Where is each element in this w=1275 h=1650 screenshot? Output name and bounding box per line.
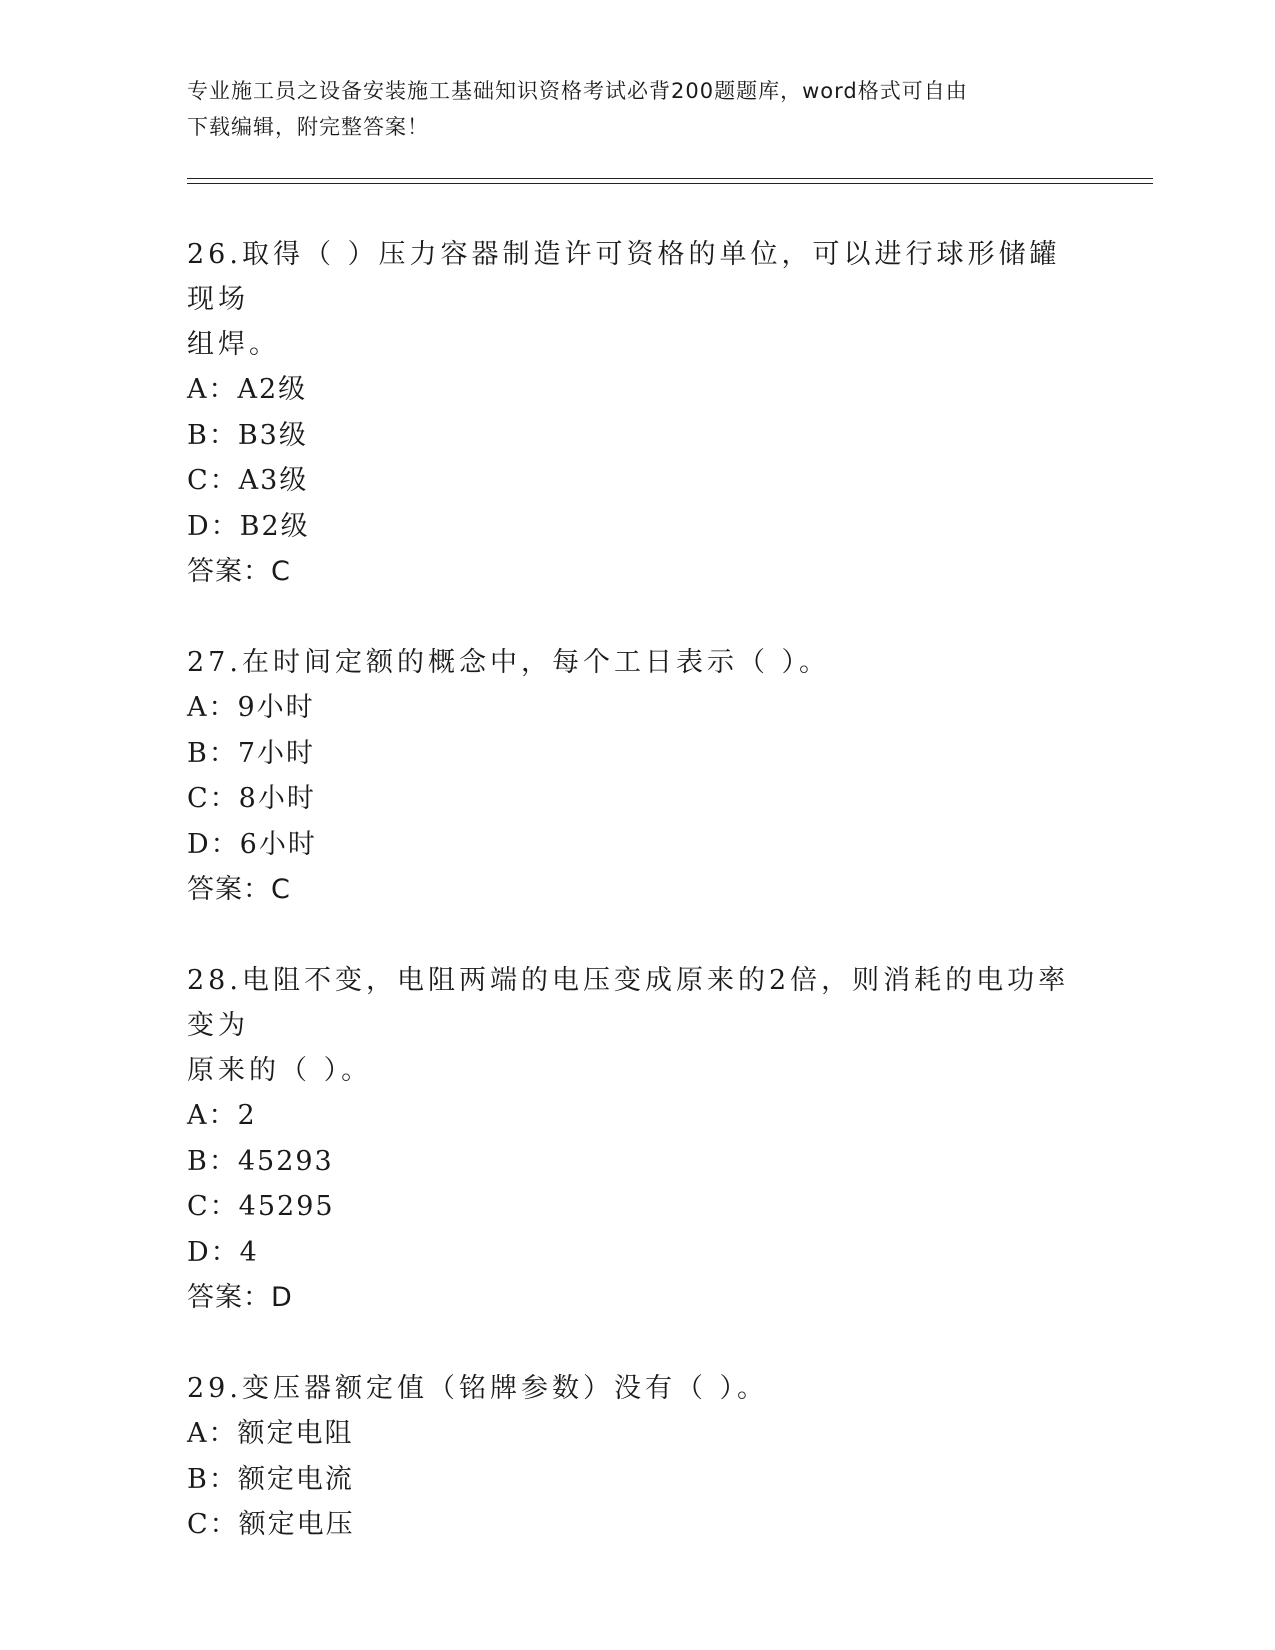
header-divider-bottom [187, 183, 1153, 184]
question-list [187, 232, 1087, 1593]
answer-line: 答案：D [187, 1282, 293, 1313]
question-stem-line: 组焊。 [187, 329, 280, 360]
option-c: C：8小时 [187, 783, 316, 814]
option-d: D：6小时 [187, 828, 317, 860]
option-b: B：额定电流 [187, 1463, 354, 1495]
header-line-2: 下载编辑，附完整答案！ [187, 115, 429, 139]
question-stem [187, 1366, 1087, 1411]
option-c: C：A3级 [187, 465, 309, 496]
option-d: D：4 [187, 1236, 259, 1268]
option-d: D：B2级 [187, 510, 310, 542]
question-stem [187, 640, 1087, 685]
answer-line: 答案：C [187, 556, 291, 587]
question-stem-line: 27.在时间定额的概念中，每个工日表示（ ）。 [187, 647, 831, 678]
question-stem [187, 958, 1087, 1093]
option-b: B：B3级 [187, 419, 308, 451]
document-header [187, 73, 1087, 145]
answer-line: 答案：C [187, 874, 291, 905]
header-line-1: 专业施工员之设备安装施工基础知识资格考试必背200题题库，word格式可自由 [187, 79, 968, 103]
question-stem-line: 26.取得（ ）压力容器制造许可资格的单位，可以进行球形储罐现场 [187, 239, 1061, 315]
question-26 [187, 232, 1087, 595]
option-a: A：额定电阻 [187, 1418, 354, 1449]
question-stem-line: 29.变压器额定值（铭牌参数）没有（ ）。 [187, 1373, 769, 1404]
option-c: C：45295 [187, 1191, 335, 1222]
option-b: B：7小时 [187, 737, 316, 769]
header-divider-top [187, 178, 1153, 179]
question-28 [187, 958, 1087, 1321]
question-stem-line: 原来的（ ）。 [187, 1055, 373, 1086]
option-a: A：9小时 [187, 692, 315, 723]
option-c: C：额定电压 [187, 1509, 355, 1540]
option-b: B：45293 [187, 1145, 334, 1177]
question-27 [187, 640, 1087, 913]
question-stem [187, 232, 1087, 367]
question-stem-line: 28.电阻不变，电阻两端的电压变成原来的2倍，则消耗的电功率变为 [187, 965, 1070, 1041]
option-a: A：A2级 [187, 374, 308, 405]
option-a: A：2 [187, 1100, 257, 1131]
question-29 [187, 1366, 1087, 1548]
